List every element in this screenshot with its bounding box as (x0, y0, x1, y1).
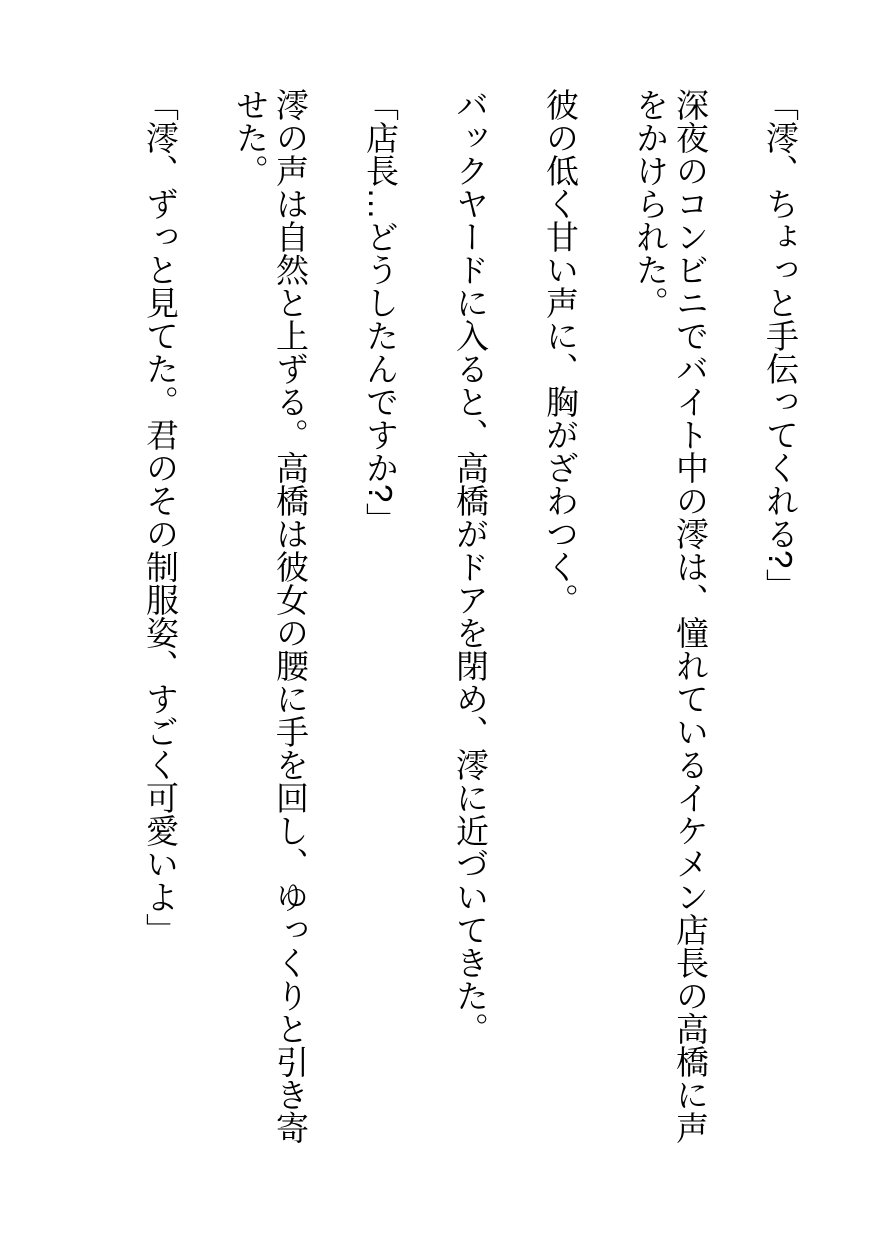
story-text-block (140, 88, 800, 1145)
story-paragraph: 「店長…どうしたんですか?」 (362, 88, 399, 536)
story-paragraph: 「澪、ずっと見てた。君のその制服姿、すごく可愛いよ」 (142, 88, 179, 946)
story-paragraph: 深夜のコンビニでバイト中の澪は、憧れているイケメン店長の高橋に声をかけられた。 (632, 88, 709, 1144)
story-paragraph: 彼の低く甘い声に、胸がざわつく。 (542, 88, 579, 616)
story-paragraph: 「澪、ちょっと手伝ってくれる?」 (762, 88, 799, 602)
story-paragraph: 澪の声は自然と上ずる。高橋は彼女の腰に手を回し、ゆっくりと引き寄せた。 (232, 88, 309, 1144)
story-paragraph: バックヤードに入ると、高橋がドアを閉め、澪に近づいてきた。 (452, 88, 489, 1045)
